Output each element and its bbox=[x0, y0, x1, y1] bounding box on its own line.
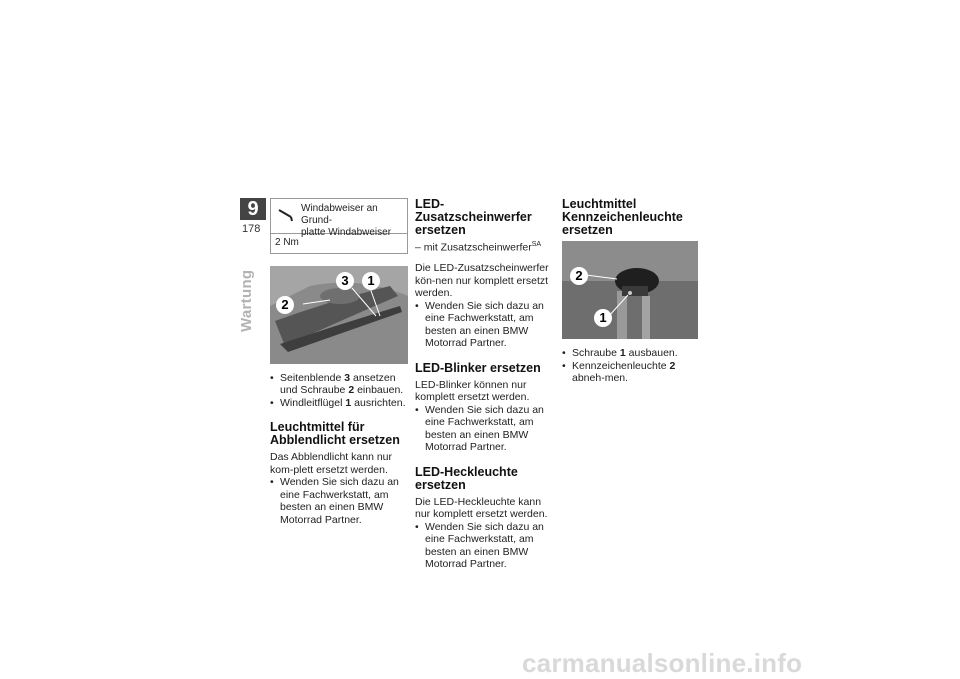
callout-2: 2 bbox=[276, 296, 294, 314]
list-item: • Wenden Sie sich dazu an eine Fachwerkstatt, am besten an einen BMW Motorrad Partner. bbox=[415, 521, 555, 571]
list-item: • Wenden Sie sich dazu an eine Fachwerkstatt, am besten an einen BMW Motorrad Partner. bbox=[415, 300, 555, 350]
paragraph: LED-Blinker können nur komplett ersetzt werden. bbox=[415, 378, 530, 403]
heading-abblendlicht: Leuchtmittel für Abblendlicht ersetzen bbox=[270, 420, 400, 447]
list-item: • Seitenblende 3 ansetzen und Schraube 2 einbauen. bbox=[270, 372, 408, 397]
chapter-number: 9 bbox=[240, 198, 266, 220]
heading-led-heckleuchte: LED-Heckleuchte ersetzen bbox=[415, 464, 518, 492]
column-2 bbox=[415, 198, 555, 571]
paragraph: Die LED-Zusatzscheinwerfer kön-nen nur komplett ersetzt werden. bbox=[415, 262, 549, 299]
list-item: • Schraube 1 ausbauen. bbox=[562, 347, 700, 360]
watermark: carmanualsonline.info bbox=[522, 648, 803, 678]
heading-led-blinker: LED-Blinker ersetzen bbox=[415, 360, 541, 375]
callout-2: 2 bbox=[570, 267, 588, 285]
callout-1: 1 bbox=[594, 309, 612, 327]
steps-list bbox=[415, 521, 555, 571]
install-steps bbox=[270, 372, 408, 410]
paragraph: Das Abblendlicht kann nur kom-plett ersetzt werden. bbox=[270, 451, 392, 476]
torque-spec-row bbox=[271, 199, 407, 238]
list-item: • Kennzeichenleuchte 2 abneh-men. bbox=[562, 360, 700, 385]
steps-list bbox=[270, 476, 408, 526]
steps-list bbox=[562, 347, 700, 385]
torque-wrench-icon bbox=[277, 207, 297, 223]
column-1 bbox=[270, 198, 408, 526]
page-number: 178 bbox=[242, 223, 261, 235]
list-item: • Wenden Sie sich dazu an eine Fachwerkstatt, am besten an einen BMW Motorrad Partner. bbox=[415, 404, 555, 454]
torque-table bbox=[270, 198, 408, 254]
license-light-photo bbox=[562, 241, 698, 339]
torque-spec-label: Windabweiser an Grund- platte Windabweiser bbox=[301, 203, 392, 238]
list-item: • Windleitflügel 1 ausrichten. bbox=[270, 397, 408, 410]
windshield-photo bbox=[270, 266, 408, 364]
equipment-note: – mit Zusatzscheinwerfer$^{SA}$ bbox=[415, 241, 542, 254]
steps-list bbox=[415, 300, 555, 350]
callout-3: 3 bbox=[336, 272, 354, 290]
license-light-illustration bbox=[562, 241, 698, 339]
heading-kennzeichenleuchte: Leuchtmittel Kennzeichenleuchte ersetzen bbox=[562, 197, 683, 237]
callout-1: 1 bbox=[362, 272, 380, 290]
column-3 bbox=[562, 198, 700, 385]
list-item: • Wenden Sie sich dazu an eine Fachwerkstatt, am besten an einen BMW Motorrad Partner. bbox=[270, 476, 408, 526]
torque-spec-value: 2 Nm bbox=[275, 237, 299, 248]
steps-list bbox=[415, 404, 555, 454]
heading-led-zusatzscheinwerfer: LED-Zusatzscheinwerfer ersetzen bbox=[415, 197, 532, 237]
section-title-vertical: Wartung bbox=[238, 269, 255, 332]
paragraph: Die LED-Heckleuchte kann nur komplett ersetzt werden. bbox=[415, 495, 548, 520]
